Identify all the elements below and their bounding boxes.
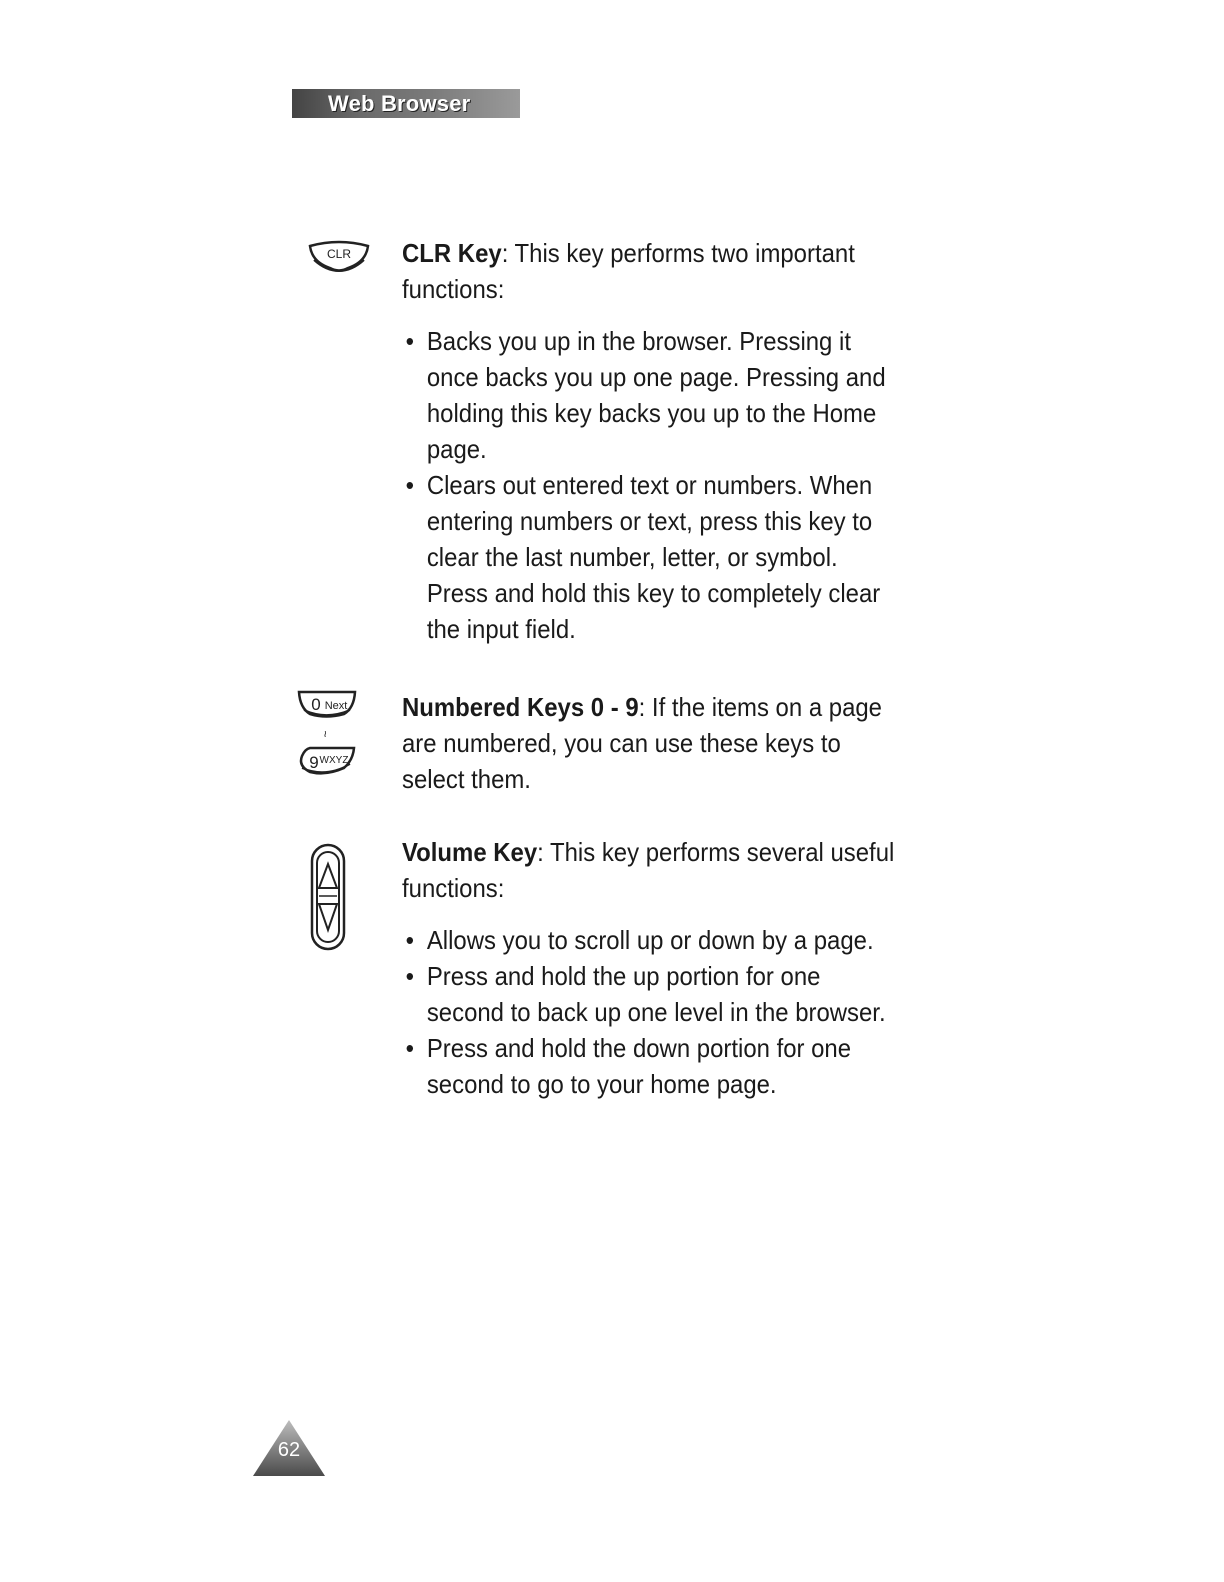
nine-key-digit: 9 — [309, 753, 319, 772]
page-number-badge — [253, 1420, 325, 1476]
list-item: • Allows you to scroll up or down by a page. — [402, 922, 899, 958]
page-number: 62 — [277, 1439, 301, 1461]
volume-key-entry — [402, 834, 899, 1102]
zero-key-digit: 0 — [311, 695, 321, 714]
volume-key-intro: : This key performs several useful functions: — [402, 837, 895, 903]
numbered-keys-intro: : If the items on a page are numbered, you can use these keys to select them. — [402, 692, 882, 794]
volume-key-bullet-list — [402, 922, 899, 1102]
clr-key-bullet-list — [402, 323, 899, 647]
section-title: Web Browser — [328, 90, 471, 116]
nine-key-sub: WXYZ — [319, 755, 349, 766]
list-item: • Backs you up in the browser. Pressing it once backs you up one page. Pressing and holding this key backs you up to the Home page. — [402, 323, 899, 467]
nine-wxyz-key-icon — [296, 744, 358, 778]
clr-key-description — [402, 235, 899, 307]
clr-key-icon — [306, 240, 372, 274]
zero-key-sub: Next — [324, 700, 348, 712]
zero-next-key-icon — [296, 688, 358, 720]
volume-key-icon — [309, 842, 347, 952]
key-range-separator — [318, 725, 332, 743]
volume-key-title: Volume Key — [402, 837, 538, 867]
clr-key-intro: : This key performs two important functions: — [402, 238, 855, 304]
list-item: • Clears out entered text or numbers. When entering numbers or text, press this key to clear the last number, letter, or symbol. Press and hold this key to completely clear the input field. — [402, 467, 899, 647]
section-banner — [292, 89, 520, 118]
clr-key-label: CLR — [326, 247, 352, 261]
clr-key-entry — [402, 235, 899, 647]
list-item: • Press and hold the up portion for one second to back up one level in the browser. — [402, 958, 899, 1030]
numbered-keys-title: Numbered Keys 0 - 9 — [402, 692, 639, 722]
numbered-keys-entry — [402, 689, 899, 797]
list-item: • Press and hold the down portion for one second to go to your home page. — [402, 1030, 899, 1102]
range-separator-glyph: ~ — [318, 730, 332, 738]
numbered-keys-description — [402, 689, 899, 797]
clr-key-title: CLR Key — [402, 238, 502, 268]
volume-key-description — [402, 834, 899, 906]
